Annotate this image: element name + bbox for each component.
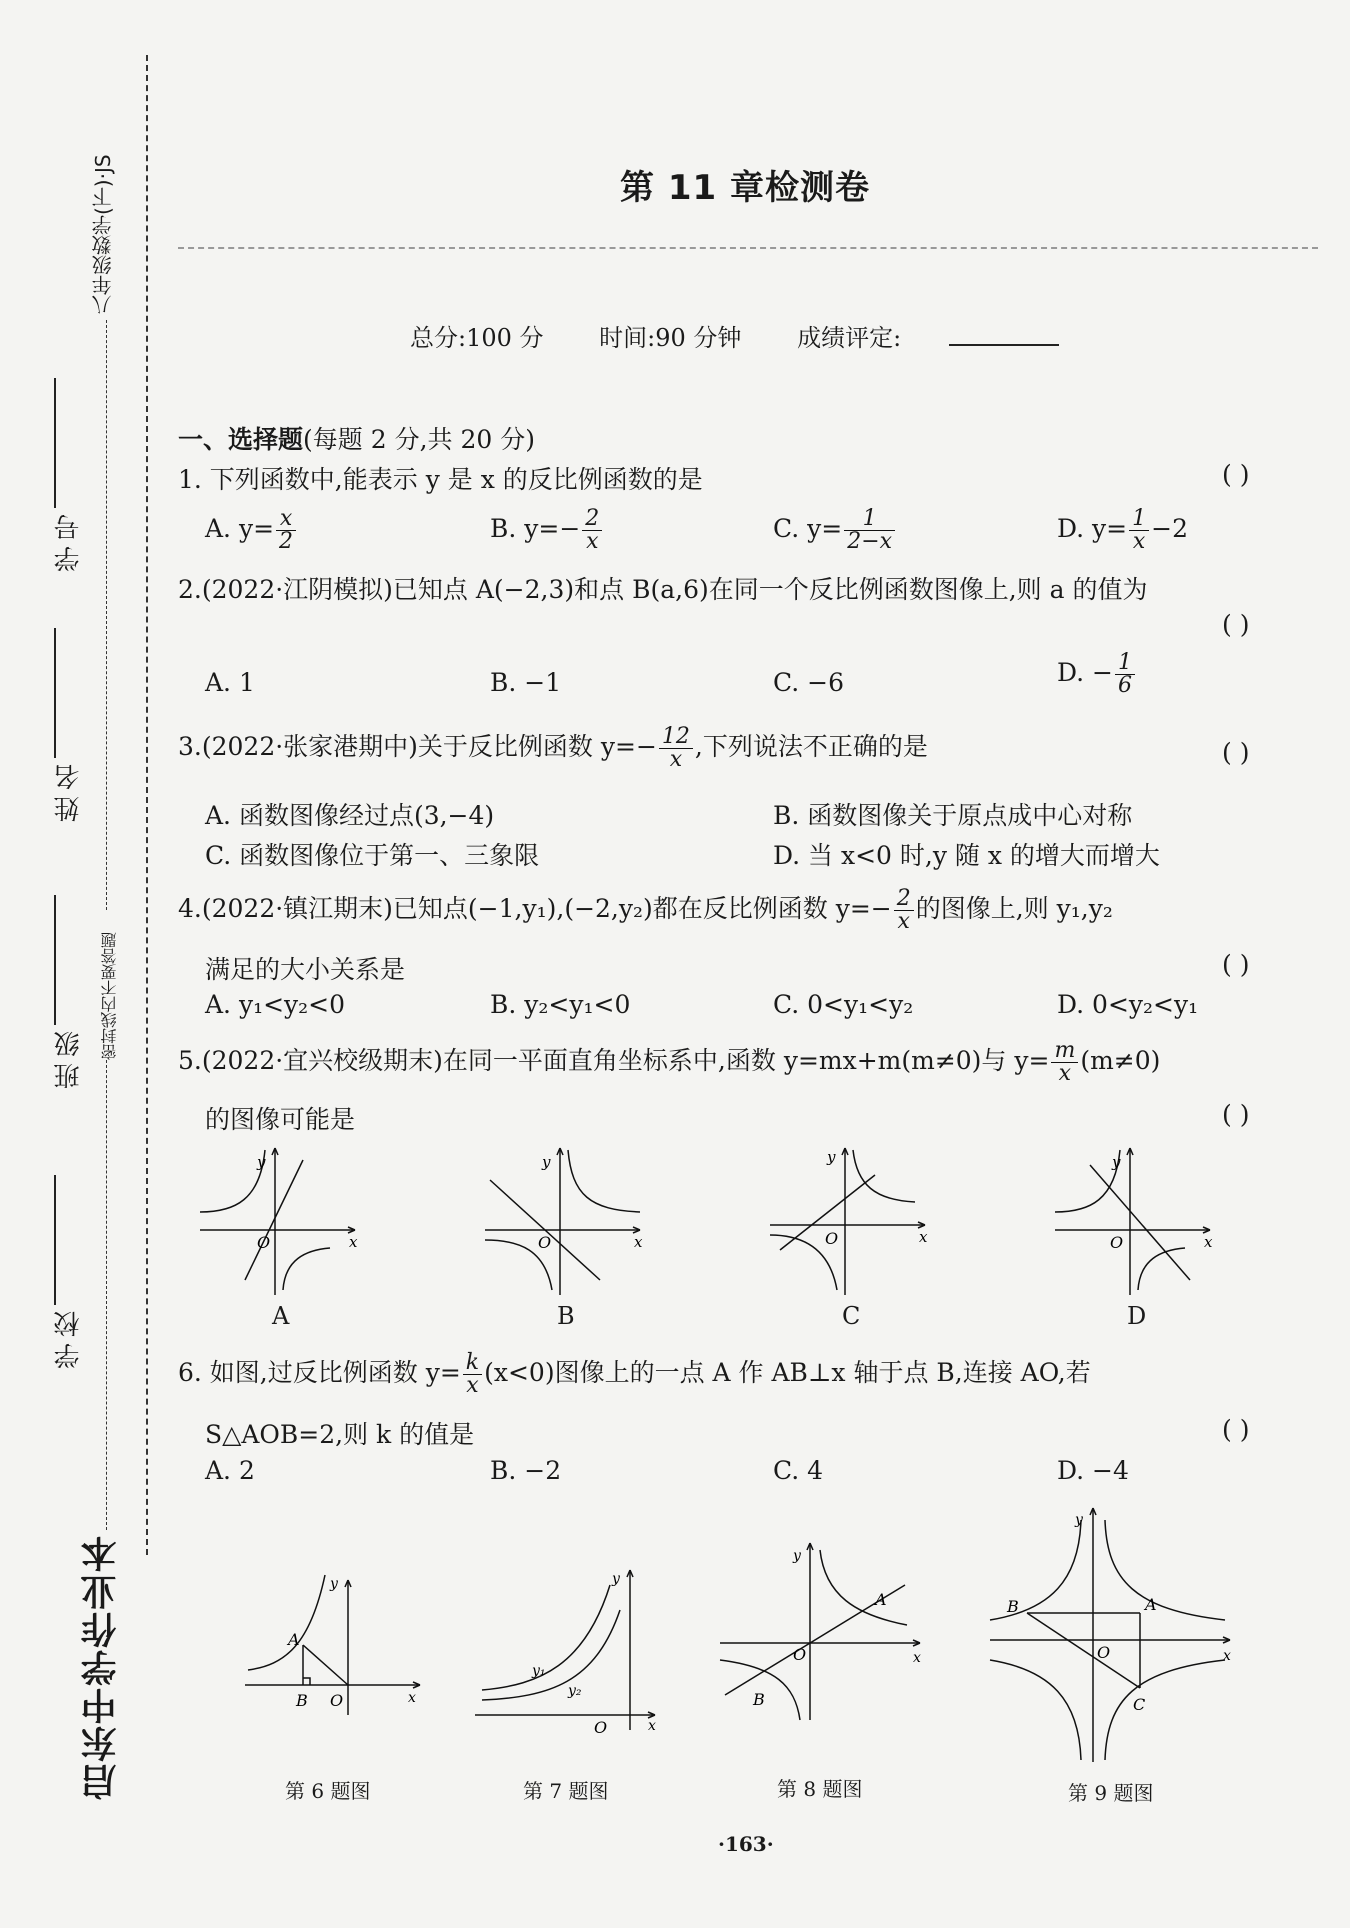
grade-label: 成绩评定: — [797, 324, 1107, 352]
f7-curve-1: y₁ — [532, 1663, 546, 1679]
question-6-stem: 6. 如图,过反比例函数 y= $\frac{k}{x}$ (x<0)图像上的一点 A 作 AB⊥x 轴于点 B,连接 AO,若 — [178, 1350, 1091, 1398]
f6-point-b: B — [296, 1691, 308, 1710]
f7-curve-2: y₂ — [568, 1683, 582, 1699]
q6-option-c[interactable]: C. 4 — [773, 1456, 824, 1485]
time-limit: 时间:90 分钟 — [599, 324, 742, 352]
f6-point-a: A — [288, 1630, 300, 1649]
answer-paren-2[interactable]: ( ) — [1222, 610, 1250, 639]
grade-blank[interactable] — [949, 324, 1059, 346]
question-3-stem: 3.(2022·张家港期中)关于反比例函数 y=− $\frac{12}{x}$ ,下列说法不正确的是 — [178, 724, 928, 772]
student-id-field-label: 学号 — [54, 508, 84, 572]
name-field-label: 姓名 — [54, 758, 84, 822]
f6-origin: O — [330, 1691, 344, 1710]
q2-option-c[interactable]: C. −6 — [773, 668, 844, 697]
f9-point-a: A — [1145, 1595, 1157, 1614]
section-title: 一、选择题 — [178, 425, 304, 454]
q6-option-d[interactable]: D. −4 — [1057, 1456, 1129, 1485]
q5a-x-label: x — [349, 1233, 358, 1251]
q1-option-c[interactable]: C. y= $\frac{1}{2-x}$ — [773, 508, 897, 553]
f7-origin: O — [594, 1718, 608, 1735]
f8-y-label: y — [793, 1548, 801, 1564]
f8-point-b: B — [753, 1690, 765, 1709]
answer-paren-3[interactable]: ( ) — [1222, 738, 1250, 767]
q3-option-a[interactable]: A. 函数图像经过点(3,−4) — [205, 801, 495, 830]
figure-7 — [470, 1555, 670, 1735]
q5-label-c: C — [842, 1302, 861, 1330]
q4-option-c[interactable]: C. 0<y₁<y₂ — [773, 990, 914, 1019]
f9-origin: O — [1097, 1643, 1111, 1662]
q5-label-a: A — [272, 1302, 290, 1330]
f9-x-label: x — [1223, 1648, 1231, 1664]
section-heading — [178, 420, 535, 456]
figure-7-caption: 第 7 题图 — [523, 1779, 609, 1803]
binding-line-top — [146, 55, 148, 1555]
q4-option-d[interactable]: D. 0<y₂<y₁ — [1057, 990, 1199, 1019]
f7-x-label: x — [648, 1718, 656, 1734]
q5-graph-b[interactable] — [480, 1140, 655, 1300]
q5-label-d: D — [1127, 1302, 1147, 1330]
q5d-y-label: y — [1112, 1153, 1121, 1171]
f9-point-b: B — [1007, 1597, 1019, 1616]
binding-line-inner — [106, 320, 107, 910]
q3-option-d[interactable]: D. 当 x<0 时,y 随 x 的增大而增大 — [773, 841, 1160, 870]
exam-meta — [410, 318, 1107, 353]
school-field-label: 学校 — [54, 1305, 84, 1369]
q2-option-b[interactable]: B. −1 — [490, 668, 562, 697]
q5b-x-label: x — [634, 1233, 643, 1251]
q5c-x-label: x — [919, 1228, 928, 1246]
question-5-stem-2: 的图像可能是 — [205, 1105, 356, 1134]
school-field[interactable] — [50, 1175, 87, 1369]
q3-option-c[interactable]: C. 函数图像位于第一、三象限 — [205, 841, 540, 870]
header-divider — [178, 247, 1318, 249]
q5c-origin: O — [825, 1229, 839, 1248]
figure-6-caption: 第 6 题图 — [285, 1779, 371, 1803]
brand-label: 启东中学作业本 — [81, 1534, 122, 1800]
figure-9-caption: 第 9 题图 — [1068, 1781, 1154, 1805]
q1-option-a[interactable]: A. y= $\frac{x}{2}$ — [205, 508, 298, 553]
q5-graph-c[interactable] — [765, 1140, 940, 1300]
f7-y-label: y — [612, 1571, 620, 1587]
question-2-stem: 2.(2022·江阴模拟)已知点 A(−2,3)和点 B(a,6)在同一个反比例函数图像上,则 a 的值为 — [178, 575, 1148, 604]
book-label: 八年级数学(下)·JS — [91, 154, 115, 315]
answer-paren-6[interactable]: ( ) — [1222, 1415, 1250, 1444]
q5a-y-label: y — [257, 1153, 266, 1171]
q3-option-b[interactable]: B. 函数图像关于原点成中心对称 — [773, 801, 1133, 830]
f9-y-label: y — [1075, 1512, 1083, 1528]
q5b-origin: O — [538, 1233, 552, 1252]
page-number: ·163· — [718, 1832, 774, 1856]
q4-option-b[interactable]: B. y₂<y₁<0 — [490, 990, 631, 1019]
figure-9 — [985, 1500, 1240, 1770]
q5-graph-a[interactable] — [195, 1140, 370, 1300]
f6-y-label: y — [330, 1576, 338, 1592]
seal-label: 密封线内不要答题 — [100, 932, 119, 1060]
q1-option-b[interactable]: B. y=− $\frac{2}{x}$ — [490, 508, 604, 553]
q5-label-b: B — [557, 1302, 575, 1330]
figure-6 — [240, 1560, 430, 1720]
question-4-stem: 4.(2022·镇江期末)已知点(−1,y₁),(−2,y₂)都在反比例函数 y=− $\frac{2}{x}$ 的图像上,则 y₁,y₂ — [178, 886, 1113, 934]
q5c-y-label: y — [827, 1148, 836, 1166]
f6-x-label: x — [408, 1690, 416, 1706]
figure-8-caption: 第 8 题图 — [777, 1777, 863, 1801]
q5b-y-label: y — [542, 1153, 551, 1171]
q1-option-d[interactable]: D. y= $\frac{1}{x}$ −2 — [1057, 506, 1188, 554]
class-field[interactable] — [50, 895, 87, 1089]
q2-option-a[interactable]: A. 1 — [205, 668, 255, 697]
q5d-x-label: x — [1204, 1233, 1213, 1251]
binding-line-inner-bottom — [106, 1060, 107, 1530]
question-1-stem: 1. 下列函数中,能表示 y 是 x 的反比例函数的是 — [178, 465, 703, 494]
figure-8 — [715, 1535, 930, 1725]
page-title: 第 11 章检测卷 — [620, 168, 870, 208]
question-4-stem-2: 满足的大小关系是 — [205, 955, 406, 984]
q2-option-d[interactable]: D. − $\frac{1}{6}$ — [1057, 652, 1137, 697]
q5-graph-d[interactable] — [1050, 1140, 1225, 1300]
q4-option-a[interactable]: A. y₁<y₂<0 — [205, 990, 346, 1019]
q6-option-b[interactable]: B. −2 — [490, 1456, 562, 1485]
q5a-origin: O — [257, 1233, 271, 1252]
name-field[interactable] — [50, 628, 87, 822]
f8-origin: O — [793, 1645, 807, 1664]
total-score: 总分:100 分 — [410, 324, 544, 352]
f9-point-c: C — [1133, 1695, 1146, 1714]
f8-x-label: x — [913, 1650, 921, 1666]
class-field-label: 班级 — [54, 1025, 84, 1089]
q6-option-a[interactable]: A. 2 — [205, 1456, 255, 1485]
student-id-field[interactable] — [50, 378, 87, 572]
answer-paren-1[interactable]: ( ) — [1222, 460, 1250, 489]
answer-paren-5[interactable]: ( ) — [1222, 1100, 1250, 1129]
question-5-stem: 5.(2022·宜兴校级期末)在同一平面直角坐标系中,函数 y=mx+m(m≠0)与 y= $\frac{m}{x}$ (m≠0) — [178, 1038, 1161, 1086]
answer-paren-4[interactable]: ( ) — [1222, 950, 1250, 979]
f8-point-a: A — [875, 1590, 887, 1609]
question-6-stem-2: S△AOB=2,则 k 的值是 — [205, 1420, 475, 1449]
q5d-origin: O — [1110, 1233, 1124, 1252]
section-note: (每题 2 分,共 20 分) — [303, 425, 535, 454]
